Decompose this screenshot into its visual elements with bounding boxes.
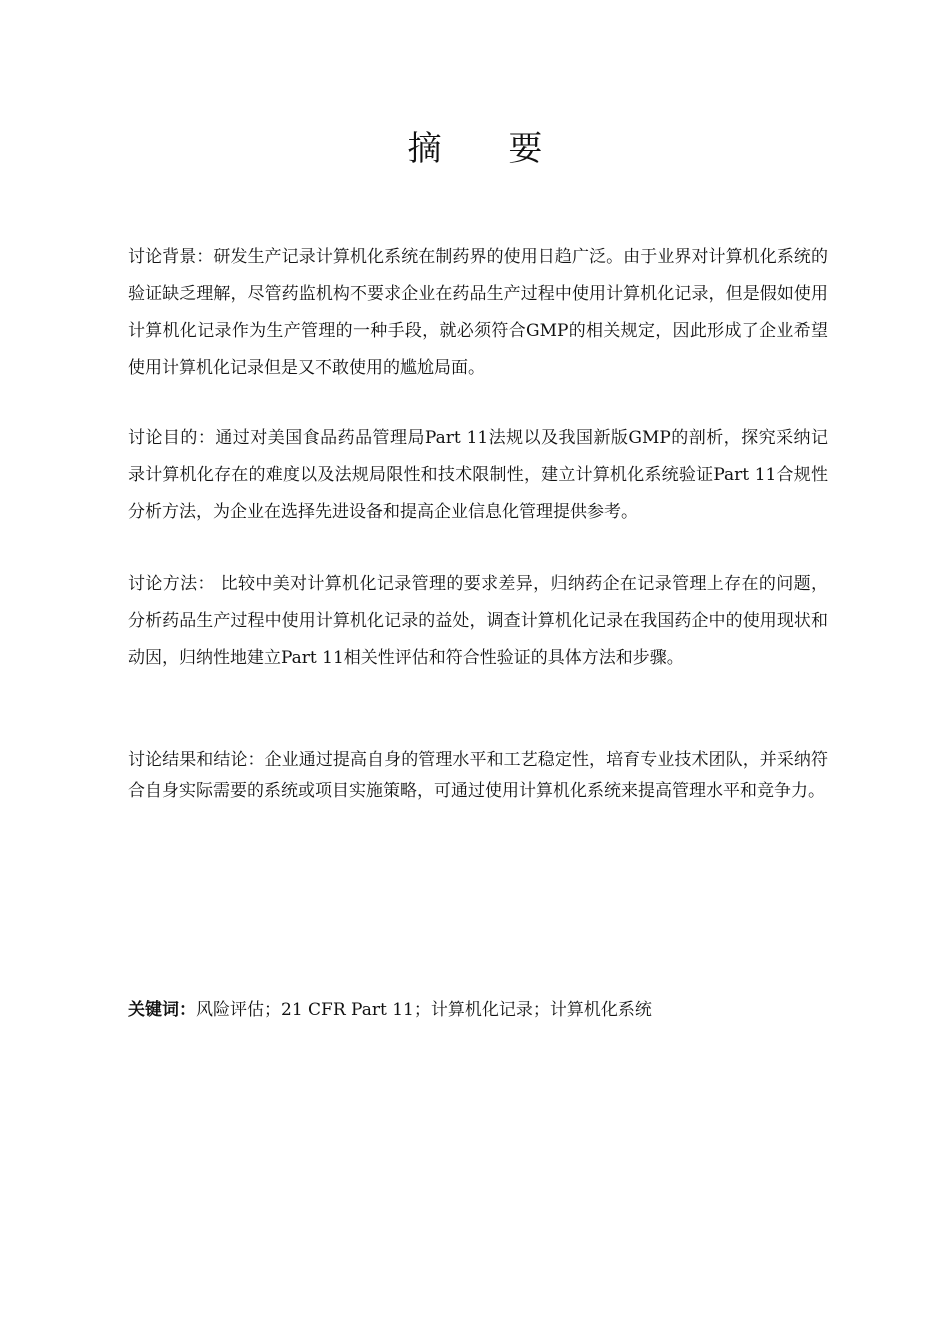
abstract-purpose-paragraph xyxy=(128,420,828,531)
abstract-background-paragraph xyxy=(128,239,828,387)
abstract-result-paragraph xyxy=(128,745,828,807)
keywords-line xyxy=(128,995,828,1025)
result-label: 讨论结果和结论： xyxy=(128,750,265,770)
abstract-method-paragraph xyxy=(128,566,828,677)
result-text: 企业通过提高自身的管理水平和工艺稳定性，培育专业技术团队，并采纳符合自身实际需要的系统或项目实施策略，可通过使用计算机化系统来提高管理水平和竞争力。 xyxy=(128,750,829,801)
background-label: 讨论背景： xyxy=(128,247,214,267)
page-title: 摘 要 xyxy=(407,129,571,169)
background-text: 研发生产记录计算机化系统在制药界的使用日趋广泛。由于业界对计算机化系统的验证缺乏理解，尽管药监机构不要求企业在药品生产过程中使用计算机化记录，但是假如使用计算机化记录作为生产管理的一种手段，就必须符合GMP的相关规定，因此形成了企业希望使用计算机化记录但是又不敢使用的尴尬局面。 xyxy=(128,247,828,378)
keywords-text: 风险评估；21 CFR Part 11；计算机化记录；计算机化系统 xyxy=(196,1000,652,1020)
purpose-text: 通过对美国食品药品管理局Part 11法规以及我国新版GMP的剖析，探究采纳记录计算机化存在的难度以及法规局限性和技术限制性，建立计算机化系统验证Part 11合规性分析方法，为企业在选择先进设备和提高企业信息化管理提供参考。 xyxy=(128,428,829,522)
keywords-label: 关键词： xyxy=(128,1000,196,1020)
purpose-label: 讨论目的： xyxy=(128,428,216,448)
method-text: 比较中美对计算机化记录管理的要求差异，归纳药企在记录管理上存在的问题，分析药品生产过程中使用计算机化记录的益处，调查计算机化记录在我国药企中的使用现状和动因，归纳性地建立Part 11相关性评估和符合性验证的具体方法和步骤。 xyxy=(128,574,828,668)
method-label: 讨论方法： xyxy=(128,574,215,594)
